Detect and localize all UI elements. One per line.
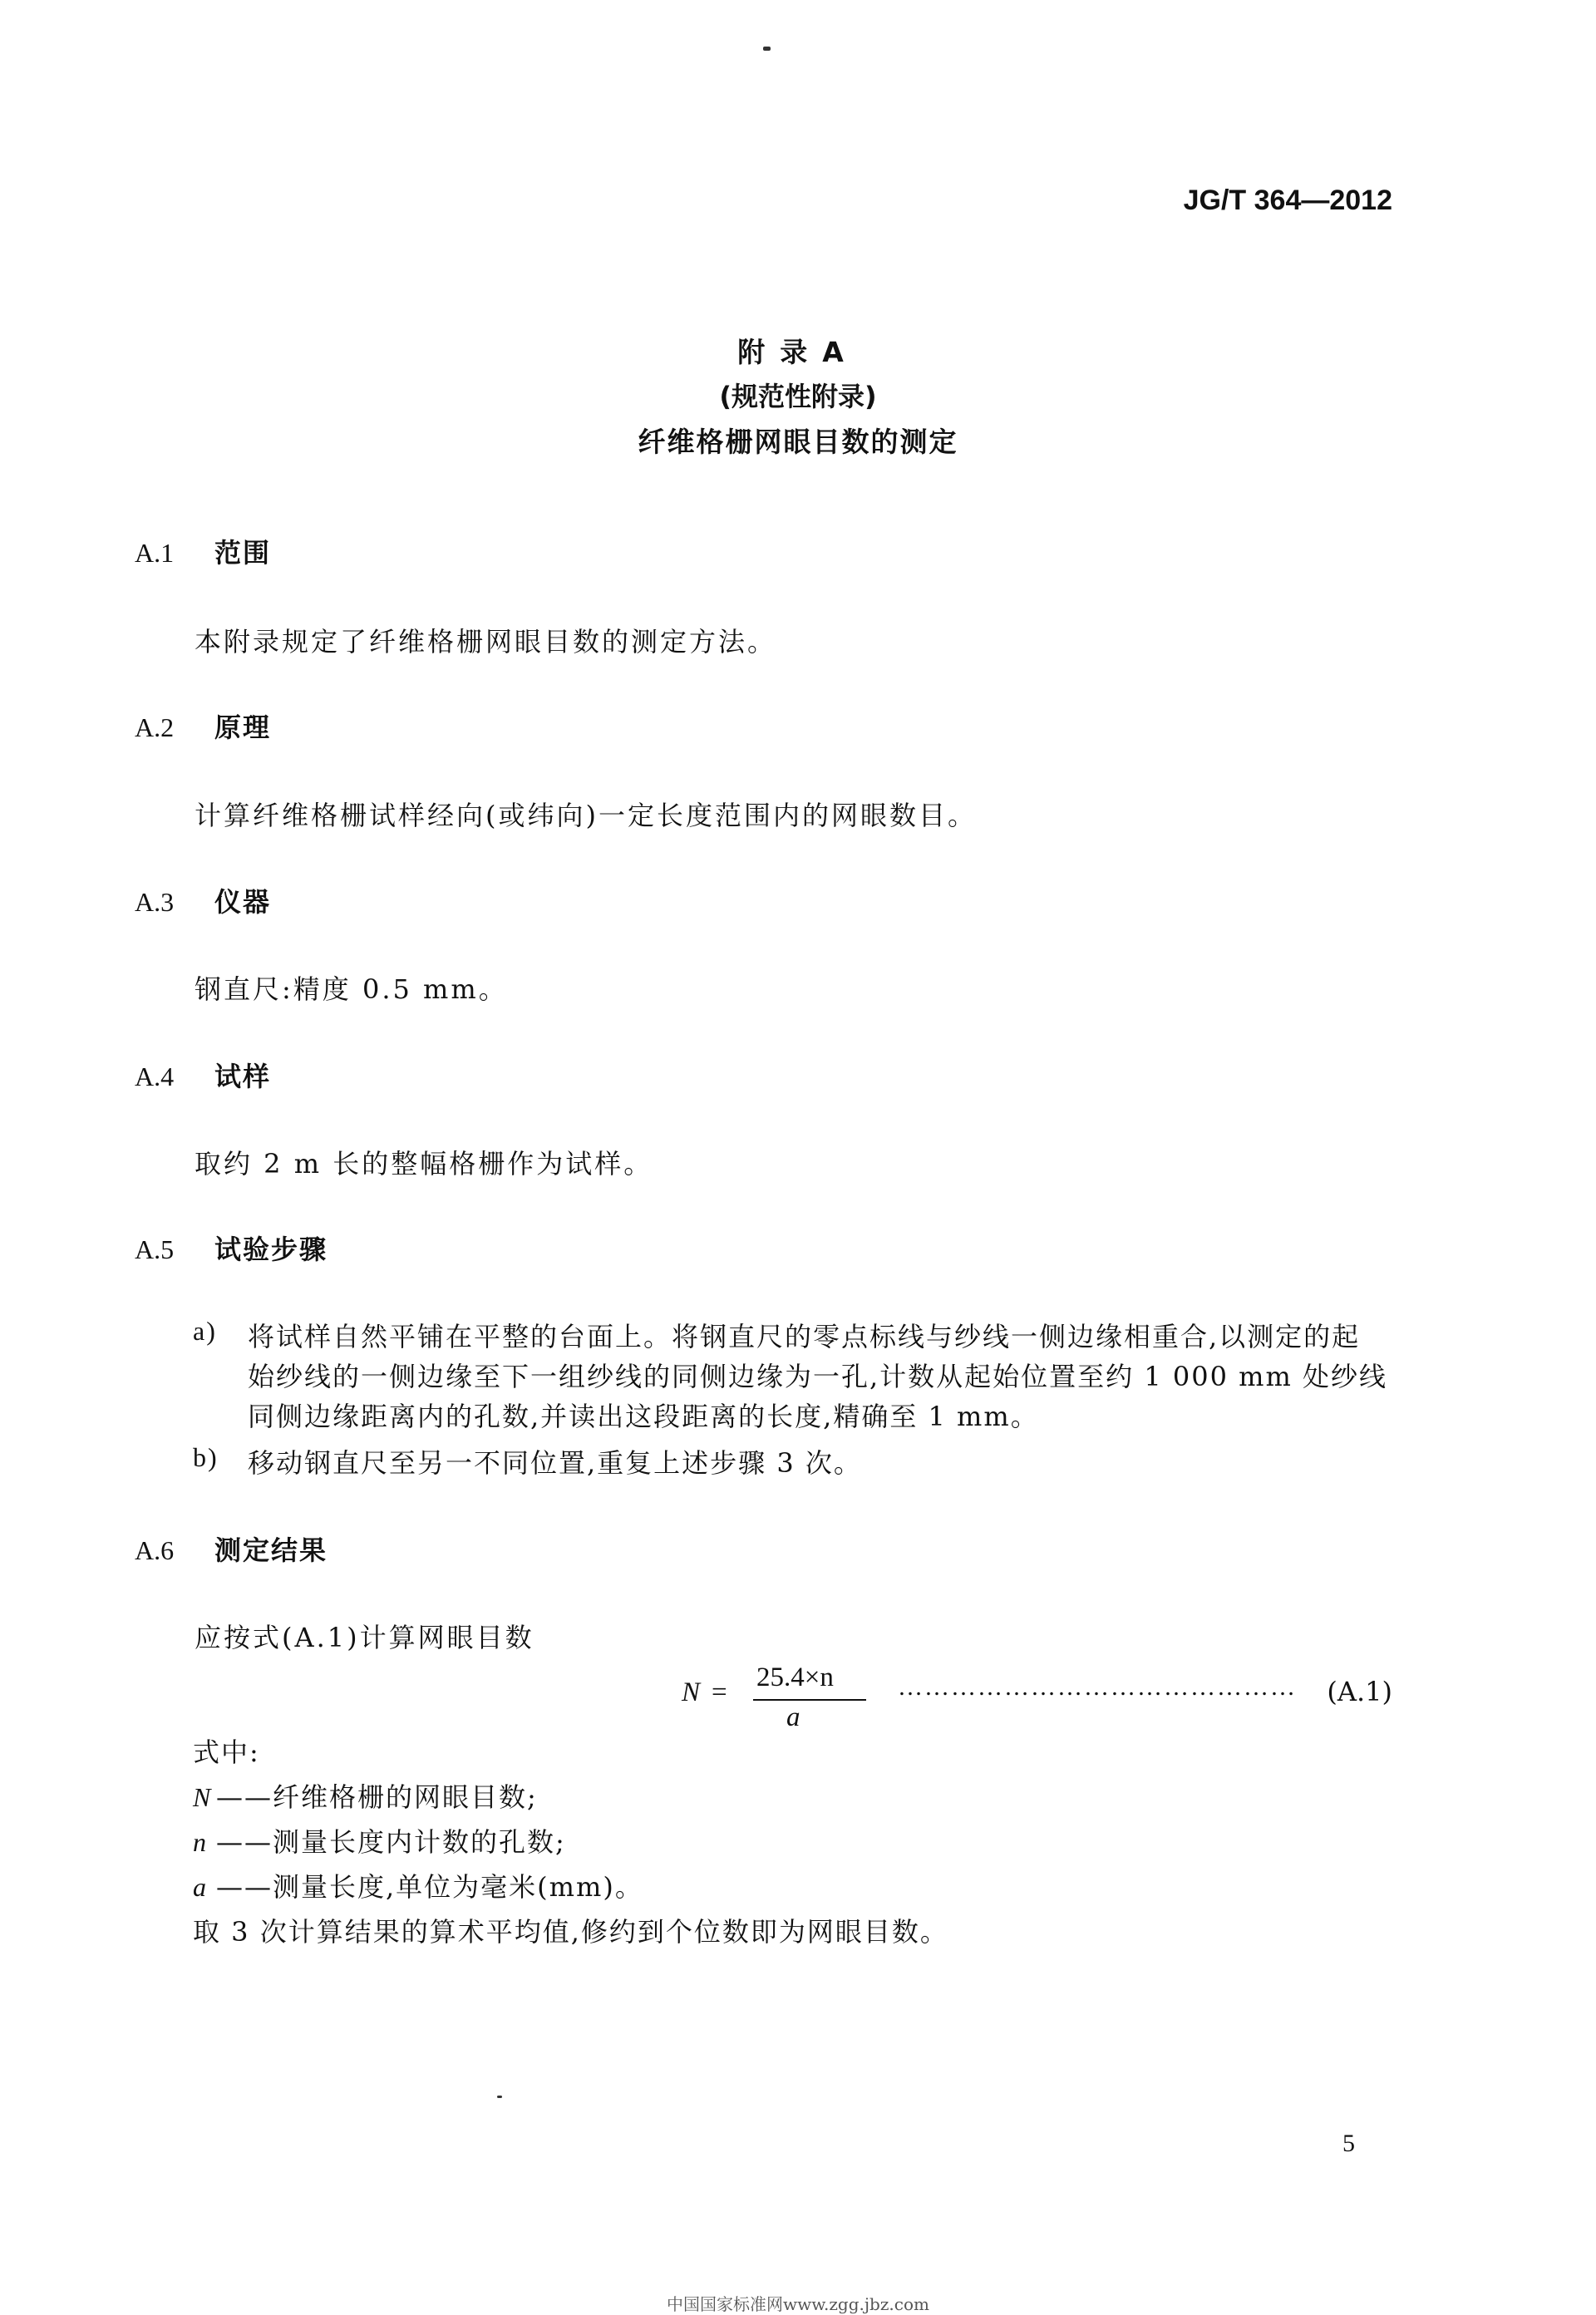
appendix-heading: 纤维格栅网眼目数的测定: [638, 426, 958, 458]
appendix-title: 附录A: [737, 336, 859, 368]
symbol: N: [193, 1782, 213, 1812]
where-item-n-upper: [193, 1776, 538, 1815]
section-text-a4: 取约 2 m 长的整幅格栅作为试样。: [195, 1148, 653, 1180]
section-text-a1: 本附录规定了纤维格栅网眼目数的测定方法。: [195, 626, 777, 658]
section-number: A.6: [135, 1535, 175, 1565]
standard-number: JG/T 364—2012: [1183, 185, 1392, 216]
step-a-line-3: 同侧边缘距离内的孔数,并读出这段距离的长度,精确至 1 mm。: [248, 1401, 1039, 1432]
step-a-line-1: 将试样自然平铺在平整的台面上。将钢直尺的零点标线与纱线一侧边缘相重合,以测定的起: [248, 1321, 1361, 1352]
section-heading-a2: [135, 707, 271, 745]
symbol-description: ——纤维格栅的网眼目数;: [216, 1781, 538, 1813]
page-number: 5: [1342, 2130, 1355, 2157]
section-heading-a5: [135, 1229, 328, 1267]
formula-leader-dots: ………………………………………: [898, 1673, 1297, 1701]
section-text-a3: 钢直尺:精度 0.5 mm。: [195, 973, 508, 1005]
section-text-a6: 应按式(A.1)计算网眼目数: [195, 1622, 534, 1653]
step-b-line-1: 移动钢直尺至另一不同位置,重复上述步骤 3 次。: [248, 1447, 862, 1479]
formula-lhs: N: [682, 1677, 701, 1707]
where-item-n-lower: [193, 1821, 566, 1859]
appendix-subtitle: (规范性附录): [719, 381, 877, 412]
section-heading-a4: [135, 1056, 271, 1094]
symbol: a: [193, 1872, 208, 1902]
symbol-description: ——测量长度内计数的孔数;: [216, 1826, 566, 1858]
section-heading-a6: [135, 1529, 328, 1568]
section-text-a2: 计算纤维格栅试样经向(或纬向)一定长度范围内的网眼数目。: [195, 800, 977, 831]
section-title: 仪器: [214, 886, 272, 918]
formula-numerator: 25.4×n: [756, 1662, 834, 1692]
footer-watermark: 中国国家标准网www.zgg.jbz.com: [667, 2294, 929, 2314]
section-number: A.5: [135, 1234, 175, 1264]
scan-speck: [497, 2096, 502, 2098]
step-label: b): [193, 1442, 219, 1472]
section-number: A.3: [135, 887, 175, 917]
where-item-a: [193, 1866, 643, 1904]
section-title: 试验步骤: [214, 1234, 328, 1265]
step-a-line-2: 始纱线的一侧边缘至下一组纱线的同侧边缘为一孔,计数从起始位置至约 1 000 mm 处纱线: [248, 1361, 1387, 1392]
scan-speck: [763, 47, 771, 51]
section-number: A.1: [135, 538, 175, 568]
section-heading-a1: [135, 532, 271, 570]
section-title: 试样: [214, 1061, 272, 1092]
step-label: a): [193, 1316, 217, 1346]
formula-denominator: a: [786, 1702, 800, 1732]
section-title: 测定结果: [214, 1534, 328, 1566]
symbol-description: ——测量长度,单位为毫米(mm)。: [216, 1871, 643, 1903]
formula-number: (A.1): [1327, 1676, 1392, 1707]
where-intro: 式中:: [193, 1736, 260, 1768]
formula-equals: =: [712, 1677, 727, 1707]
section-number: A.2: [135, 712, 175, 742]
section-title: 范围: [214, 537, 272, 569]
symbol: n: [193, 1827, 208, 1857]
section-number: A.4: [135, 1061, 175, 1091]
section-title: 原理: [214, 712, 272, 743]
conclusion-text: 取 3 次计算结果的算术平均值,修约到个位数即为网眼目数。: [193, 1916, 948, 1948]
fraction-bar: [753, 1699, 866, 1701]
section-heading-a3: [135, 881, 271, 919]
